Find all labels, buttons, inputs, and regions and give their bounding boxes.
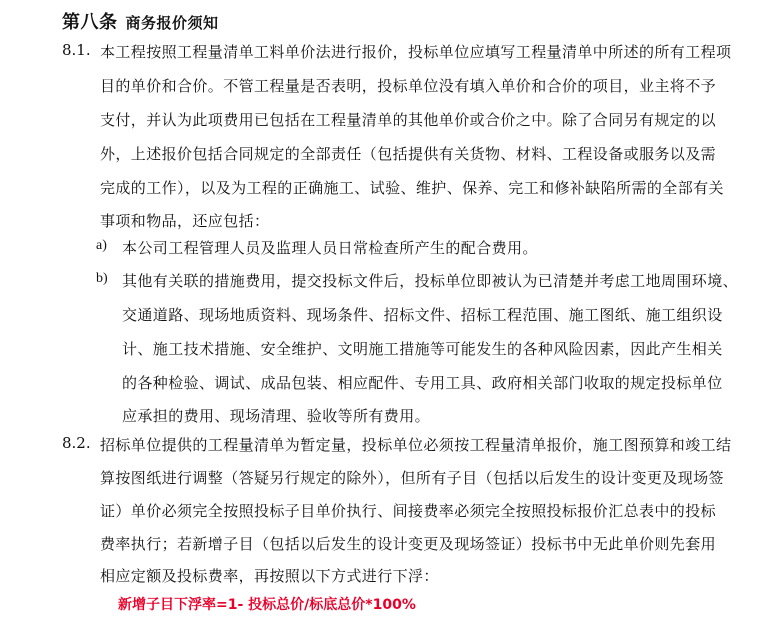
paragraph-line: 事项和物品，还应包括： bbox=[100, 212, 270, 230]
paragraph-line: 招标单位提供的工程量清单为暂定量，投标单位必须按工程量清单报价，施工图预算和竣工结 bbox=[100, 436, 732, 454]
paragraph-line: 相应定额及投标费率，再按照以下方式进行下浮： bbox=[100, 567, 439, 585]
paragraph-line: 外，上述报价包括合同规定的全部责任（包括提供有关货物、材料、工程设备或服务以及需 bbox=[100, 145, 717, 163]
section-number-8-1: 8.1. bbox=[62, 41, 91, 59]
list-item-line: 应承担的费用、现场清理、验收等所有费用。 bbox=[122, 407, 431, 425]
price-float-formula: 新增子目下浮率=1- 投标总价/标底总价*100% bbox=[118, 597, 416, 613]
paragraph-line: 费率执行；若新增子目（包括以后发生的设计变更及现场签证）投标书中无此单价则先套用 bbox=[100, 535, 717, 553]
paragraph-line: 目的单价和合价。不管工程量是否表明，投标单位没有填入单价和合价的项目，业主将不予 bbox=[100, 77, 717, 95]
paragraph-line: 算按图纸进行调整（答疑另行规定的除外），但所有子目（包括以后发生的设计变更及现场签 bbox=[100, 469, 724, 487]
list-marker-b: b) bbox=[96, 271, 108, 286]
article-heading bbox=[62, 8, 219, 34]
paragraph-line: 本工程按照工程量清单工料单价法进行报价，投标单位应填写工程量清单中所述的所有工程项 bbox=[100, 43, 732, 61]
list-item-line: 本公司工程管理人员及监理人员日常检查所产生的配合费用。 bbox=[122, 239, 538, 257]
article-title: 商务报价须知 bbox=[125, 14, 219, 32]
paragraph-line: 完成的工作），以及为工程的正确施工、试验、维护、保养、完工和修补缺陷所需的全部有关 bbox=[100, 179, 724, 197]
list-item-line: 计、施工技术措施、安全维护、文明施工措施等可能发生的各种风险因素，因此产生相关 bbox=[122, 340, 723, 358]
list-item-line: 的各种检验、调试、成品包装、相应配件、专用工具、政府相关部门收取的规定投标单位 bbox=[122, 374, 723, 392]
section-number-8-2: 8.2. bbox=[62, 434, 91, 452]
paragraph-line: 支付，并认为此项费用已包括在工程量清单的其他单价或合价之中。除了合同另有规定的以 bbox=[100, 111, 717, 129]
article-number: 第八条 bbox=[62, 12, 118, 33]
paragraph-line: 证）单价必须完全按照投标子目单价执行、间接费率必须完全按照投标报价汇总表中的投标 bbox=[100, 502, 717, 520]
list-marker-a: a) bbox=[96, 238, 107, 253]
list-item-line: 其他有关联的措施费用，提交投标文件后，投标单位即被认为已清楚并考虑工地周围环境、 bbox=[122, 272, 739, 290]
list-item-line: 交通道路、现场地质资料、现场条件、招标文件、招标工程范围、施工图纸、施工组织设 bbox=[122, 306, 723, 324]
